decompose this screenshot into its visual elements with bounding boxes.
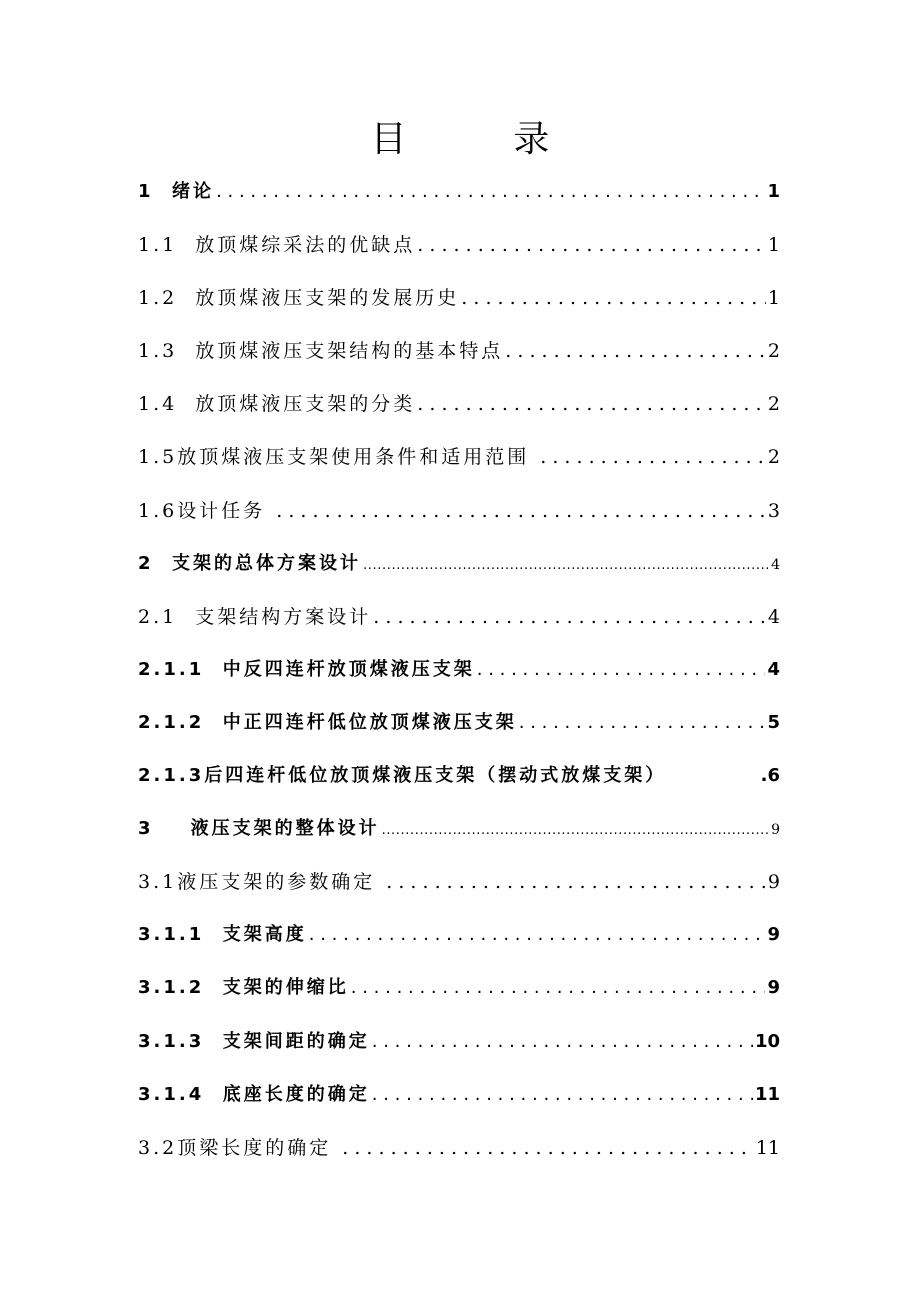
toc-entry-label: 2.1.3后四连杆低位放顶煤液压支架（摆动式放煤支架） [138, 765, 667, 787]
toc-entry[interactable] [138, 540, 780, 593]
toc-page-number: 1 [767, 234, 780, 257]
toc-entry-label: 1.2 放顶煤液压支架的发展历史 [138, 287, 460, 310]
toc-page-number: 2 [767, 340, 780, 363]
toc-page-number: 1 [767, 181, 780, 202]
toc-entry[interactable] [138, 858, 780, 911]
toc-dot-leader [372, 1018, 753, 1066]
toc-dot-leader [373, 593, 766, 641]
toc-entry-label: 1.6设计任务 [138, 499, 275, 522]
toc-entry-label: 1.4 放顶煤液压支架的分类 [138, 393, 416, 416]
toc-dot-leader [477, 646, 766, 694]
toc-entry[interactable] [138, 327, 780, 380]
toc-dot-leader [276, 487, 766, 535]
toc-entry-label: 3.1.4 底座长度的确定 [138, 1083, 370, 1105]
toc-entry[interactable] [138, 752, 780, 805]
toc-entry[interactable] [138, 487, 780, 540]
toc-dot-leader [461, 274, 766, 322]
toc-entry-label: 3.2顶梁长度的确定 [138, 1136, 341, 1159]
toc-entry[interactable] [138, 699, 780, 752]
toc-entry[interactable] [138, 274, 780, 327]
toc-page-number: 9 [767, 871, 780, 894]
toc-entry[interactable] [138, 1124, 780, 1177]
toc-page-number: 11 [754, 1083, 780, 1105]
toc-page-number: 1 [767, 287, 780, 310]
toc-entry[interactable] [138, 433, 780, 486]
toc-dot-leader [351, 964, 766, 1012]
toc-entry-label: 1.1 放顶煤综采法的优缺点 [138, 234, 416, 257]
table-of-contents [138, 168, 780, 1177]
toc-entry[interactable] [138, 1018, 780, 1071]
toc-entry-label: 1.5放顶煤液压支架使用条件和适用范围 [138, 446, 539, 469]
toc-entry[interactable] [138, 646, 780, 699]
toc-page-number: 3 [767, 499, 780, 522]
toc-entry-label: 3 液压支架的整体设计 [138, 818, 380, 840]
toc-dot-leader [505, 327, 766, 375]
toc-entry-label: 3.1.1 支架高度 [138, 924, 307, 946]
toc-entry-label: 1.3 放顶煤液压支架结构的基本特点 [138, 340, 504, 363]
toc-page-number: 9 [767, 924, 780, 946]
toc-entry[interactable] [138, 380, 780, 433]
toc-dot-leader [382, 805, 769, 855]
toc-dot-leader [519, 699, 766, 747]
toc-dot-leader [417, 221, 766, 269]
toc-entry[interactable] [138, 1071, 780, 1124]
toc-page-number: 9 [771, 822, 780, 839]
toc-page-number: 2 [767, 446, 780, 469]
toc-dot-leader [372, 1071, 753, 1119]
toc-dot-leader [417, 380, 766, 428]
toc-page-number: 4 [767, 658, 780, 680]
toc-entry[interactable] [138, 168, 780, 221]
toc-page-number: 4 [771, 556, 780, 573]
toc-dot-leader [540, 433, 766, 481]
toc-dot-leader [342, 1124, 754, 1172]
toc-dot-leader [216, 168, 765, 216]
toc-dot-leader [309, 911, 766, 959]
toc-entry-label: 3.1液压支架的参数确定 [138, 871, 385, 894]
toc-dot-leader [363, 540, 769, 590]
toc-page-number: 5 [767, 711, 780, 733]
toc-entry-label: 3.1.2 支架的伸缩比 [138, 977, 349, 999]
toc-entry-label: 2 支架的总体方案设计 [138, 552, 362, 574]
page-title: 目 录 [370, 119, 578, 160]
toc-entry-label: 2.1 支架结构方案设计 [138, 605, 372, 628]
toc-page-number: .6 [760, 765, 780, 787]
toc-entry-label: 2.1.1 中反四连杆放顶煤液压支架 [138, 658, 475, 680]
toc-entry[interactable] [138, 593, 780, 646]
toc-entry-label: 2.1.2 中正四连杆低位放顶煤液压支架 [138, 711, 517, 733]
toc-entry-label: 3.1.3 支架间距的确定 [138, 1030, 370, 1052]
toc-entry[interactable] [138, 911, 780, 964]
toc-entry[interactable] [138, 964, 780, 1017]
toc-page-number: 9 [767, 977, 780, 999]
toc-page-number: 4 [767, 605, 780, 628]
toc-page-number: 11 [755, 1136, 780, 1159]
toc-entry[interactable] [138, 805, 780, 858]
toc-dot-leader [386, 858, 766, 906]
toc-page-number: 2 [767, 393, 780, 416]
toc-entry-label: 1 绪论 [138, 181, 215, 202]
toc-page-number: 10 [754, 1030, 780, 1052]
toc-entry[interactable] [138, 221, 780, 274]
